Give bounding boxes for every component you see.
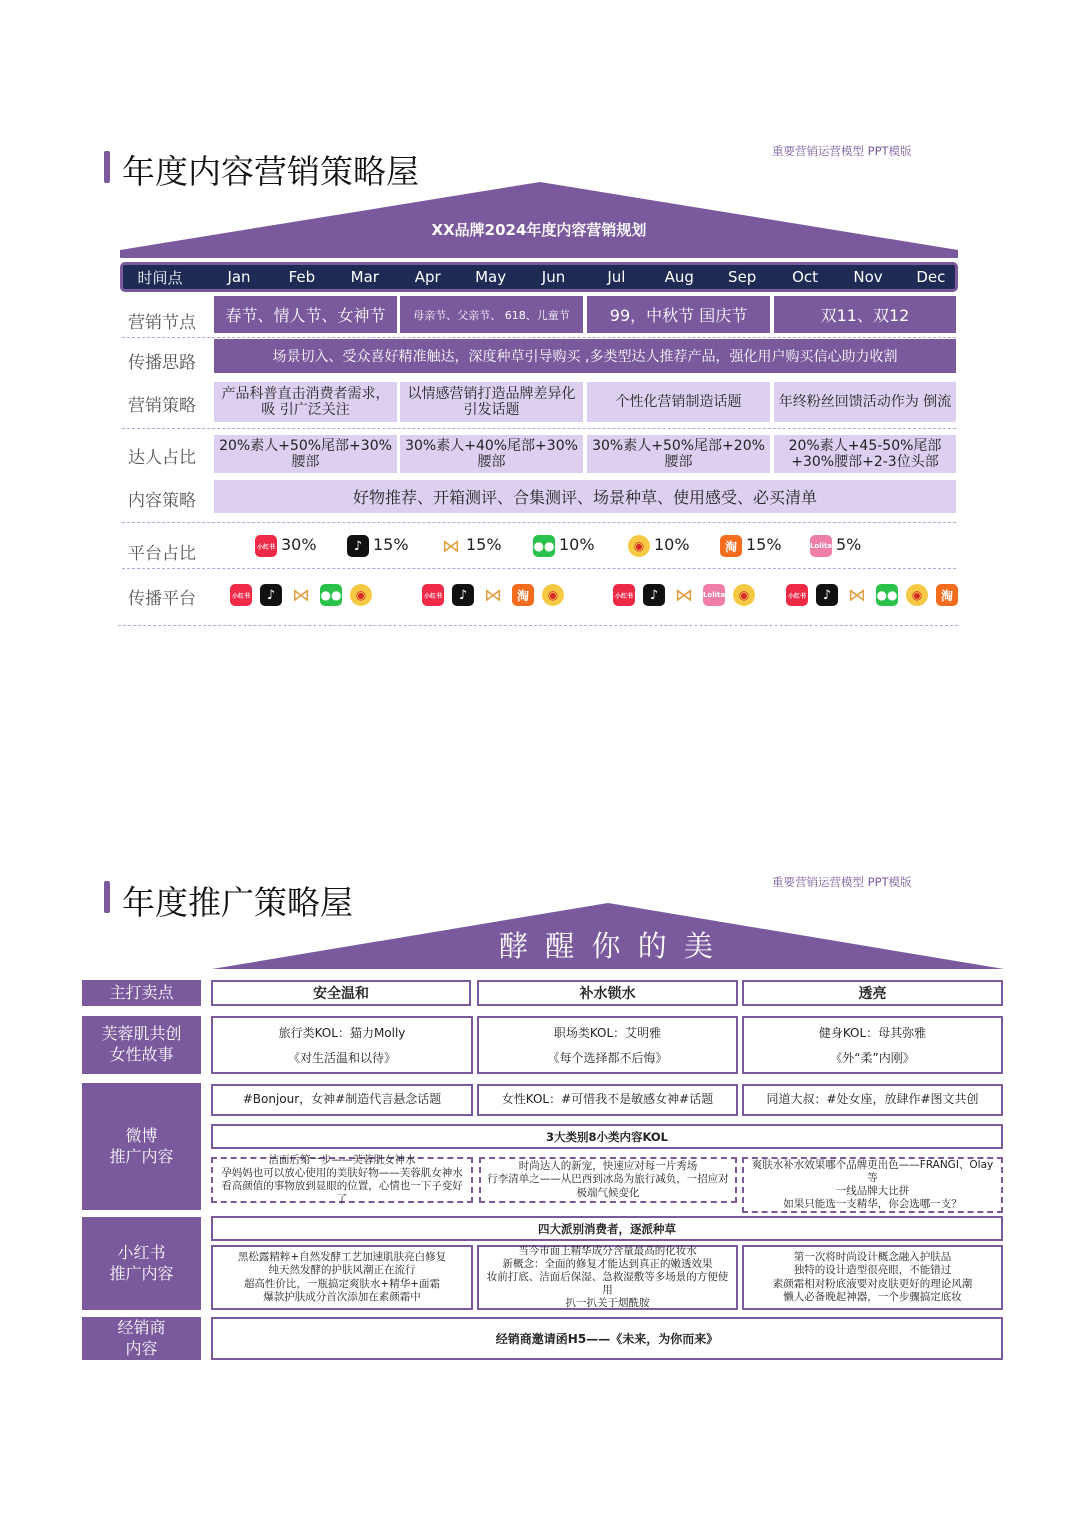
douyin-icon: ♪ — [452, 584, 474, 606]
roof-title-1: XX品牌2024年度内容营销规划 — [431, 220, 647, 239]
label-weibo: 微博 推广内容 — [82, 1083, 201, 1210]
weibo-item-1: 洁面后第一步——芙蓉肌女神水 孕妈妈也可以放心使用的美肤好物——芙蓉肌女神水 看高颜值的事物放到显眼的位置，心情也一下子变好了 — [211, 1157, 473, 1203]
node-cell-q3: 99，中秋节 国庆节 — [587, 296, 770, 333]
month-label: Feb — [288, 268, 316, 286]
month-label: Aug — [664, 268, 694, 286]
weibo-icon: ◉ — [542, 584, 564, 606]
page-title-1: 年度内容营销策略屋 — [122, 152, 419, 191]
bilibili-icon: ⋈ — [675, 584, 693, 606]
xhs-item-3: 第一次将时尚设计概念融入护肤品 独特的设计造型很亮眼，不能错过 素颜霜相对粉底液要对皮肤更好的理论风潮 懒人必备晚起神器，一个步骤搞定底妆 — [742, 1245, 1003, 1310]
label-content: 内容策略 — [128, 491, 196, 511]
month-label: Mar — [350, 268, 379, 286]
template-tag-2: 重要营销运营模型 PPT模版 — [772, 875, 912, 889]
xiaohongshu-icon: 小红书 — [422, 584, 444, 606]
platform-share-value: 30% — [281, 535, 317, 554]
label-nodes: 营销节点 — [128, 313, 196, 333]
month-label: Nov — [853, 268, 883, 286]
row-divider — [122, 428, 956, 429]
douyin-icon: ♪ — [643, 584, 665, 606]
row-divider — [122, 568, 956, 569]
dewu-icon: Lolita — [703, 584, 725, 606]
platform-share-value: 15% — [466, 535, 502, 554]
weibo-topic-3: 同道大叔：#处女座，放肆作#图文共创 — [742, 1084, 1003, 1116]
story-card-3 — [742, 1016, 1003, 1074]
xhs-item-2: 当今市面上精华成分含量最高的化妆水 新概念：全面的修复才能达到真正的嫩透效果 妆前打底、洁面后保湿、急救湿敷等多场景的方便使用 扒一扒关于烟酰胺 — [477, 1245, 738, 1310]
node-cell-q1: 春节、情人节、女神节 — [214, 296, 397, 333]
kol-cell-q2: 30%素人+40%尾部+30%腰部 — [400, 435, 583, 473]
month-label: Jul — [607, 268, 626, 286]
label-platforms: 传播平台 — [128, 589, 196, 609]
node-cell-q4: 双11、双12 — [774, 296, 956, 333]
weibo-topic-2: 女性KOL：#可惜我不是敏感女神#话题 — [477, 1084, 738, 1116]
platform-share-value: 15% — [746, 535, 782, 554]
selling-point-2: 补水锁水 — [477, 980, 738, 1006]
time-label: 时间点 — [137, 268, 183, 287]
month-label: Jan — [227, 268, 251, 286]
page-title-2: 年度推广策略屋 — [122, 883, 353, 922]
month-label: Apr — [414, 268, 441, 286]
story-kol: 旅行类KOL：猫力Molly — [278, 1026, 406, 1040]
weibo-item-2: 时尚达人的新宠，快速应对每一片秀场 行李清单之——从巴西到冰岛为旅行减负，一招应对极端气候变化 — [479, 1157, 737, 1203]
label-dealer: 经销商 内容 — [82, 1317, 201, 1360]
row-divider — [118, 625, 958, 626]
selling-point-3: 透亮 — [742, 980, 1003, 1006]
weibo-item-3: 爽肤水补水效果哪个品牌更出色——FRANGI、Olay等 一线品牌大比拼 如果只能选一支精华，你会选哪一支？ — [742, 1157, 1003, 1213]
platform-share-value: 10% — [654, 535, 690, 554]
wechat-icon: ●● — [533, 535, 555, 557]
taobao-icon: 淘 — [720, 535, 742, 557]
title-accent-bar — [104, 881, 110, 913]
weibo-icon: ◉ — [628, 535, 650, 557]
month-label: Oct — [792, 268, 819, 286]
label-story: 芙蓉肌共创 女性故事 — [82, 1016, 201, 1074]
xhs-item-1: 黑松露精粹+自然发酵工艺加速肌肤亮白修复 纯天然发酵的护肤风潮正在流行 超高性价比，一瓶搞定爽肤水+精华+面霜 爆款护肤成分首次添加在素颜霜中 — [211, 1245, 473, 1310]
kol-cell-q3: 30%素人+50%尾部+20%腰部 — [587, 435, 770, 473]
label-platform-share: 平台占比 — [128, 544, 196, 564]
story-kol: 职场类KOL：艾明雅 — [553, 1026, 662, 1040]
story-card-2 — [477, 1016, 738, 1074]
template-tag-1: 重要营销运营模型 PPT模版 — [772, 144, 912, 158]
selling-point-1: 安全温和 — [211, 980, 471, 1006]
strategy-cell-q3: 个性化营销制造话题 — [587, 382, 770, 422]
month-label: Jun — [541, 268, 566, 286]
weibo-icon: ◉ — [733, 584, 755, 606]
story-kol: 健身KOL：母其弥雅 — [818, 1026, 927, 1040]
dewu-icon: Lolita — [810, 535, 832, 557]
node-cell-q2: 母亲节、父亲节、 618、儿童节 — [400, 296, 583, 333]
story-card-1 — [211, 1016, 473, 1074]
content-band: 好物推荐、开箱测评、合集测评、场景种草、使用感受、必买清单 — [214, 480, 956, 513]
strategy-cell-q2: 以情感营销打造品牌差异化 引发话题 — [400, 382, 583, 422]
bilibili-icon: ⋈ — [848, 584, 866, 606]
idea-band: 场景切入、受众喜好精准触达，深度种草引导购买 ,多类型达人推荐产品，强化用户购买信心助力收割 — [214, 339, 956, 373]
bilibili-icon: ⋈ — [442, 535, 460, 557]
weibo-band: 3大类别8小类内容KOL — [211, 1124, 1003, 1149]
story-title: 《外“柔”内刚》 — [830, 1051, 915, 1065]
label-strategy: 营销策略 — [128, 396, 196, 416]
dealer-band: 经销商邀请函H5——《未来，为你而来》 — [211, 1317, 1003, 1360]
month-label: Dec — [916, 268, 946, 286]
row-divider — [122, 522, 956, 523]
label-kol: 达人占比 — [128, 448, 196, 468]
platform-share-value: 10% — [559, 535, 595, 554]
label-xhs: 小红书 推广内容 — [82, 1217, 201, 1310]
platform-share-value: 15% — [373, 535, 409, 554]
douyin-icon: ♪ — [260, 584, 282, 606]
title-accent-bar — [104, 151, 110, 183]
label-idea: 传播思路 — [128, 353, 196, 373]
weibo-icon: ◉ — [350, 584, 372, 606]
kol-cell-q4: 20%素人+45-50%尾部+30%腰部+2-3位头部 — [774, 435, 956, 473]
row-divider — [122, 337, 956, 338]
wechat-icon: ●● — [876, 584, 898, 606]
weibo-icon: ◉ — [906, 584, 928, 606]
story-title: 《每个选择都不后悔》 — [547, 1051, 668, 1065]
xhs-band: 四大派别消费者，逐派种草 — [211, 1216, 1003, 1241]
wechat-icon: ●● — [320, 584, 342, 606]
xiaohongshu-icon: 小红书 — [255, 535, 277, 557]
xiaohongshu-icon: 小红书 — [230, 584, 252, 606]
label-selling: 主打卖点 — [82, 980, 201, 1006]
douyin-icon: ♪ — [347, 535, 369, 557]
taobao-icon: 淘 — [512, 584, 534, 606]
xiaohongshu-icon: 小红书 — [613, 584, 635, 606]
platform-share-value: 5% — [836, 535, 862, 554]
taobao-icon: 淘 — [936, 584, 958, 606]
month-label: May — [475, 268, 507, 286]
douyin-icon: ♪ — [816, 584, 838, 606]
story-title: 《对生活温和以待》 — [287, 1051, 396, 1065]
xiaohongshu-icon: 小红书 — [786, 584, 808, 606]
weibo-topic-1: #Bonjour，女神#制造代言悬念话题 — [211, 1084, 473, 1116]
roof-title-2: 酵 醒 你 的 美 — [499, 928, 717, 963]
month-label: Sep — [728, 268, 757, 286]
kol-cell-q1: 20%素人+50%尾部+30%腰部 — [214, 435, 397, 473]
bilibili-icon: ⋈ — [484, 584, 502, 606]
bilibili-icon: ⋈ — [292, 584, 310, 606]
strategy-cell-q4: 年终粉丝回馈活动作为 倒流 — [774, 382, 956, 422]
strategy-cell-q1: 产品科普直击消费者需求，吸 引广泛关注 — [214, 382, 397, 422]
